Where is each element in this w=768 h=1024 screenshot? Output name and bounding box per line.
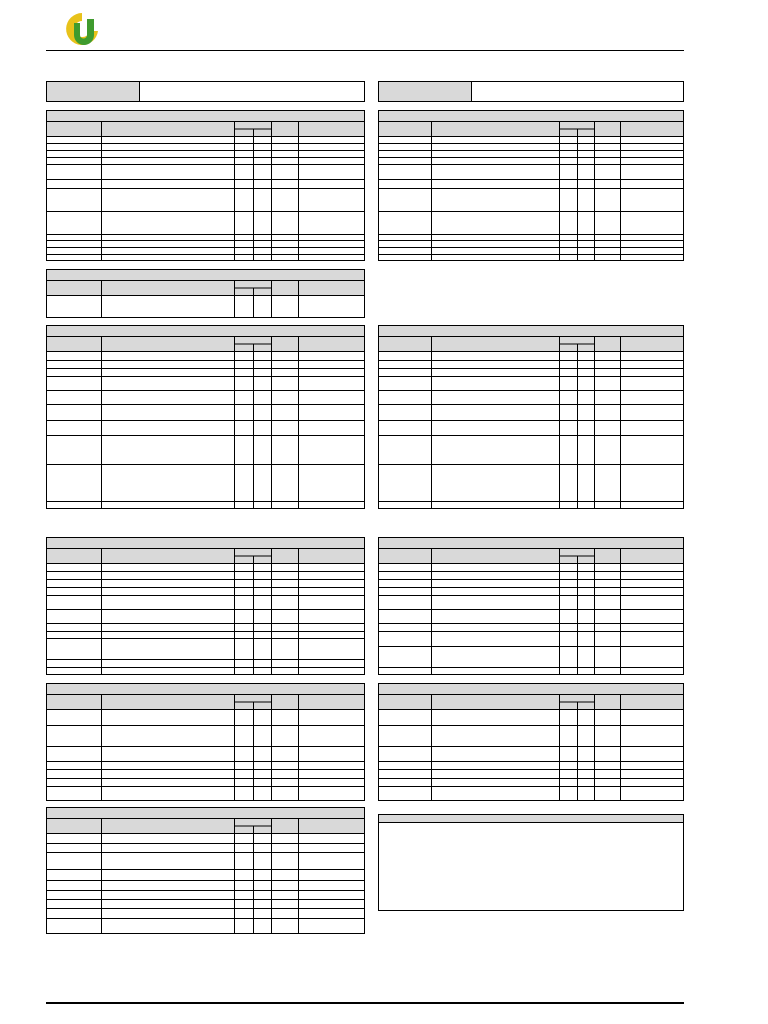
section-table-10 bbox=[46, 807, 365, 934]
left-id-label bbox=[47, 82, 140, 101]
section-table-2-grid bbox=[378, 110, 684, 261]
table-body bbox=[47, 296, 365, 318]
table-body bbox=[47, 137, 365, 261]
header-rule bbox=[46, 50, 684, 51]
right-id-field bbox=[378, 81, 684, 102]
section-table-8-grid bbox=[46, 683, 365, 801]
column-header-row bbox=[379, 122, 684, 137]
section-title-bar bbox=[379, 326, 684, 337]
section-table-7 bbox=[378, 537, 684, 675]
column-header-row bbox=[47, 281, 365, 296]
left-id-field bbox=[46, 81, 365, 102]
section-title-bar bbox=[47, 684, 365, 695]
column-header-row bbox=[47, 122, 365, 137]
column-header-row bbox=[379, 549, 684, 564]
section-table-5 bbox=[378, 325, 684, 509]
section-table-5-grid bbox=[378, 325, 684, 509]
section-table-7-grid bbox=[378, 537, 684, 675]
section-table-1-grid bbox=[46, 110, 365, 261]
section-title-bar bbox=[47, 326, 365, 337]
section-table-8 bbox=[46, 683, 365, 801]
section-table-4-grid bbox=[46, 325, 365, 509]
section-table-4 bbox=[46, 325, 365, 509]
section-table-3-grid bbox=[46, 269, 365, 318]
column-header-row bbox=[47, 695, 365, 710]
table-body bbox=[47, 352, 365, 509]
column-header-row bbox=[379, 337, 684, 352]
section-table-10-grid bbox=[46, 807, 365, 934]
section-table-2 bbox=[378, 110, 684, 261]
table-body bbox=[47, 564, 365, 675]
right-id-label bbox=[379, 82, 472, 101]
section-table-9 bbox=[378, 683, 684, 801]
section-title-bar bbox=[47, 808, 365, 819]
section-title-bar bbox=[47, 111, 365, 122]
notes-box bbox=[378, 814, 684, 911]
right-id-value bbox=[472, 82, 683, 101]
section-table-3 bbox=[46, 269, 365, 318]
section-title-bar bbox=[379, 111, 684, 122]
notes-box-title bbox=[379, 815, 683, 823]
section-table-6-grid bbox=[46, 537, 365, 675]
left-id-value bbox=[140, 82, 364, 101]
section-title-bar bbox=[47, 538, 365, 549]
section-title-bar bbox=[379, 538, 684, 549]
section-title-bar bbox=[379, 684, 684, 695]
column-header-row bbox=[47, 819, 365, 834]
column-header-row bbox=[47, 549, 365, 564]
footer-rule bbox=[46, 1002, 684, 1004]
table-body bbox=[379, 564, 684, 675]
column-header-row bbox=[47, 337, 365, 352]
section-table-1 bbox=[46, 110, 365, 261]
section-table-6 bbox=[46, 537, 365, 675]
section-table-9-grid bbox=[378, 683, 684, 801]
section-title-bar bbox=[47, 270, 365, 281]
table-body bbox=[379, 352, 684, 509]
logo-icon bbox=[60, 11, 106, 47]
column-header-row bbox=[379, 695, 684, 710]
table-body bbox=[379, 137, 684, 261]
